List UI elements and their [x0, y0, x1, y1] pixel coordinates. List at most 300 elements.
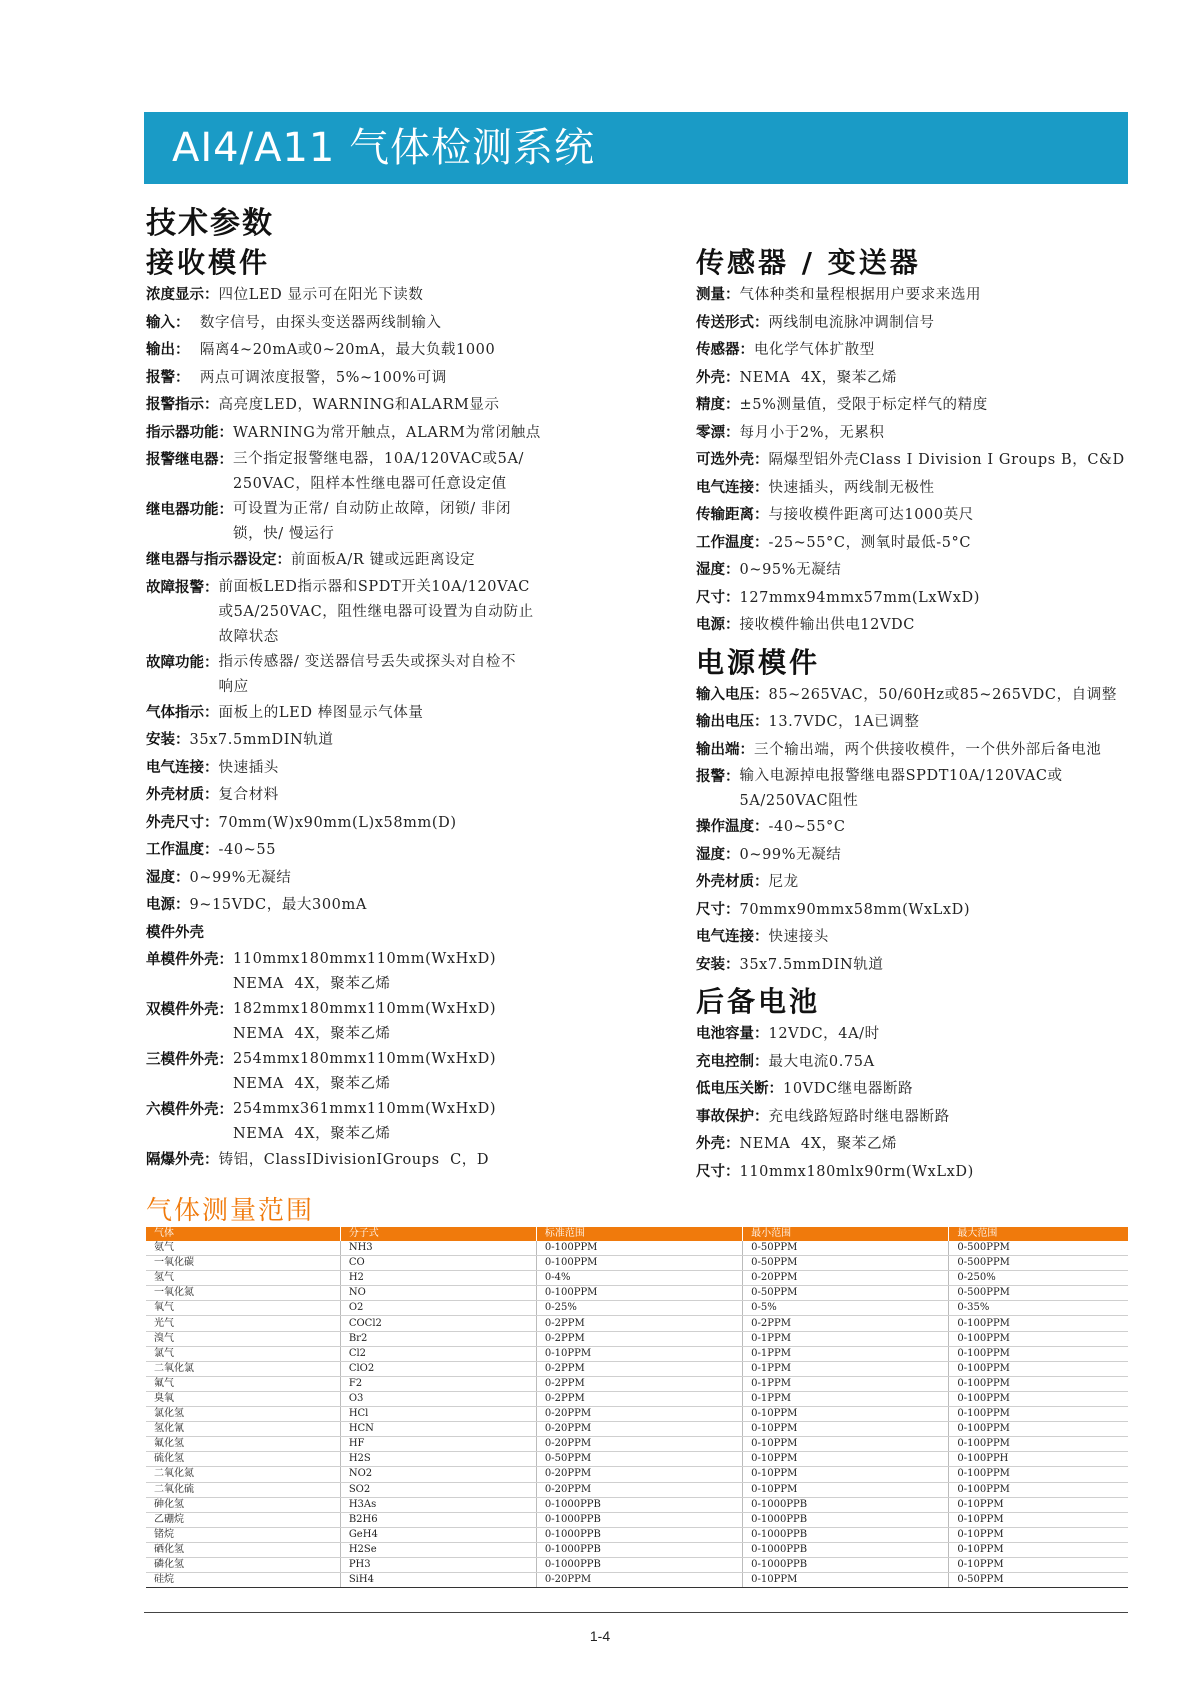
table-cell: NO: [340, 1286, 536, 1301]
spec-row: [146, 497, 676, 547]
spec-value: NEMA 4X，聚苯乙烯: [739, 369, 898, 386]
table-cell: ClO2: [340, 1361, 536, 1376]
page-title: AI4/A11 气体检测系统: [144, 112, 1128, 184]
spec-value: 13.7VDC，1A已调整: [768, 714, 920, 730]
table-cell: 一氧化碳: [146, 1256, 340, 1271]
spec-value: 数字信号，由探头变送器两线制输入: [189, 314, 442, 331]
table-cell: 0-20PPM: [536, 1437, 742, 1452]
table-row: [146, 1256, 1128, 1271]
table-cell: 0-100PPM: [949, 1437, 1128, 1452]
spec-value: 气体种类和量程根据用户要求来选用: [739, 287, 982, 303]
spec-label: 工作温度：: [696, 534, 769, 551]
table-cell: 氢化氰: [146, 1422, 340, 1437]
table-cell: 0-100PPM: [949, 1407, 1128, 1422]
spec-row: [696, 612, 1196, 640]
spec-row: [146, 310, 676, 338]
spec-row: [146, 1097, 676, 1147]
spec-value: 指示传感器/ 变送器信号丢失或探头对自检不 响应: [218, 653, 517, 695]
spec-row: [146, 547, 676, 575]
table-cell: 锗烷: [146, 1527, 340, 1542]
spec-row: [696, 1021, 1196, 1049]
spec-value: 四位LED 显示可在阳光下读数: [218, 287, 424, 303]
table-row: [146, 1376, 1128, 1391]
spec-label: 可选外壳：: [696, 452, 769, 468]
spec-value: 70mmx90mmx58mm(WxLxD): [739, 901, 971, 918]
spec-row: [146, 337, 676, 365]
table-cell: B2H6: [340, 1512, 536, 1527]
table-cell: 0-50PPM: [743, 1241, 949, 1256]
table-header-cell: 标准范围: [536, 1227, 742, 1241]
table-cell: 乙硼烷: [146, 1512, 340, 1527]
spec-label: 外壳材质：: [146, 787, 219, 803]
table-row: [146, 1301, 1128, 1316]
spec-row: [146, 865, 676, 893]
table-cell: 0-100PPM: [949, 1346, 1128, 1361]
spec-value: 面板上的LED 棒图显示气体量: [218, 704, 424, 721]
table-cell: 0-25%: [536, 1301, 742, 1316]
table-row: [146, 1271, 1128, 1286]
spec-row: [696, 814, 1196, 842]
spec-row: [696, 1131, 1196, 1159]
spec-value: 快速插头: [218, 759, 279, 776]
spec-label: 电池容量：: [696, 1026, 769, 1042]
spec-label: 湿度：: [146, 869, 190, 886]
spec-row: [146, 947, 676, 997]
receiver-module-title: 接收模件: [146, 246, 271, 279]
spec-row: [146, 420, 676, 448]
power-module-title: 电源模件: [696, 645, 821, 679]
table-cell: 氯气: [146, 1346, 340, 1361]
spec-value: 0~95%无凝结: [739, 562, 842, 578]
spec-label: 精度：: [696, 397, 740, 413]
table-header-row: [146, 1227, 1128, 1241]
battery-spec-list: [696, 1021, 1196, 1186]
spec-row: [146, 727, 676, 755]
power-spec-list: [696, 682, 1196, 980]
table-cell: 砷化氢: [146, 1497, 340, 1512]
spec-label: 报警指示：: [146, 397, 219, 413]
table-cell: 0-10PPM: [743, 1482, 949, 1497]
table-header-cell: 最大范围: [949, 1227, 1128, 1241]
spec-row: [696, 365, 1196, 393]
spec-row: [146, 755, 676, 783]
table-row: [146, 1527, 1128, 1542]
spec-row: [146, 1147, 676, 1175]
spec-value: 铸铝，ClassIDivisionIGroups C，D: [218, 1152, 490, 1168]
table-cell: 0-10PPM: [743, 1452, 949, 1467]
spec-label: 操作温度：: [696, 819, 769, 835]
table-cell: 0-250%: [949, 1271, 1128, 1286]
table-cell: 0-1000PPB: [536, 1542, 742, 1557]
table-cell: 0-20PPM: [536, 1573, 742, 1588]
table-row: [146, 1391, 1128, 1406]
spec-value: 三个输出端，两个供接收模件，一个供外部后备电池: [754, 741, 1102, 758]
table-cell: GeH4: [340, 1527, 536, 1542]
section-heading-tech-params: 技术参数: [146, 206, 274, 241]
spec-value: 隔离4~20mA或0~20mA，最大负载1000: [189, 342, 496, 358]
table-cell: 0-20PPM: [536, 1407, 742, 1422]
table-cell: 0-10PPM: [536, 1346, 742, 1361]
spec-value: ±5%测量值，受限于标定样气的精度: [739, 397, 988, 413]
gas-range-table: [146, 1227, 1128, 1588]
spec-row: [696, 709, 1196, 737]
spec-value: 110mmx180mmx110mm(WxHxD) NEMA 4X，聚苯乙烯: [233, 951, 497, 992]
spec-label: 输入：: [146, 314, 190, 331]
spec-value: 最大电流0.75A: [768, 1053, 875, 1070]
spec-label: 故障报警：: [146, 579, 219, 596]
spec-label: 输入电压：: [696, 686, 769, 703]
spec-row: [696, 337, 1196, 365]
spec-label: 双模件外壳：: [146, 1002, 233, 1018]
spec-label: 浓度显示：: [146, 287, 219, 303]
table-row: [146, 1316, 1128, 1331]
table-row: [146, 1573, 1128, 1588]
table-cell: PH3: [340, 1557, 536, 1572]
spec-value: 9~15VDC，最大300mA: [189, 897, 367, 913]
spec-value: -40~55°C: [768, 819, 846, 835]
spec-label: 隔爆外壳：: [146, 1152, 219, 1168]
table-cell: NH3: [340, 1241, 536, 1256]
spec-row: [146, 920, 676, 948]
table-cell: NO2: [340, 1467, 536, 1482]
table-cell: 0-100PPM: [949, 1391, 1128, 1406]
spec-label: 传感器：: [696, 342, 754, 358]
table-row: [146, 1286, 1128, 1301]
spec-value: 与接收模件距离可达1000英尺: [768, 507, 974, 523]
table-cell: 0-100PPM: [949, 1376, 1128, 1391]
spec-row: [696, 682, 1196, 710]
spec-label: 外壳：: [696, 1136, 740, 1152]
spec-label: 安装：: [146, 732, 190, 748]
table-row: [146, 1467, 1128, 1482]
spec-value: WARNING为常开触点，ALARM为常闭触点: [233, 424, 541, 441]
spec-label: 电源：: [696, 617, 740, 633]
spec-value: 尼龙: [768, 874, 799, 890]
table-cell: CO: [340, 1256, 536, 1271]
spec-value: 每月小于2%，无累积: [739, 424, 885, 441]
spec-row: [146, 365, 676, 393]
table-cell: 0-2PPM: [536, 1331, 742, 1346]
table-cell: 0-1PPM: [743, 1376, 949, 1391]
table-header-cell: 最小范围: [743, 1227, 949, 1241]
spec-label: 尺寸：: [696, 589, 740, 606]
spec-label: 电气连接：: [696, 479, 769, 496]
table-cell: 0-50PPM: [743, 1256, 949, 1271]
spec-value: 前面板A/R 键或远距离设定: [291, 552, 476, 568]
table-cell: 0-1PPM: [743, 1346, 949, 1361]
table-row: [146, 1407, 1128, 1422]
table-cell: 0-1000PPB: [743, 1497, 949, 1512]
table-cell: 臭氧: [146, 1391, 340, 1406]
table-cell: 0-10PPM: [743, 1407, 949, 1422]
table-cell: 0-50PPM: [536, 1452, 742, 1467]
table-cell: 0-50PPM: [743, 1286, 949, 1301]
spec-row: [696, 842, 1196, 870]
spec-value: 输入电源掉电报警继电器SPDT10A/120VAC或 5A/250VAC阻性: [739, 768, 1063, 809]
table-cell: 0-20PPM: [536, 1467, 742, 1482]
spec-value: 35x7.5mmDIN轨道: [739, 956, 884, 973]
table-cell: 0-1PPM: [743, 1391, 949, 1406]
table-cell: 氧气: [146, 1301, 340, 1316]
table-cell: 溴气: [146, 1331, 340, 1346]
spec-value: 两线制电流脉冲调制信号: [768, 314, 935, 331]
table-cell: 0-1000PPB: [536, 1557, 742, 1572]
spec-value: 0~99%无凝结: [189, 869, 292, 886]
table-cell: 0-100PPH: [949, 1452, 1128, 1467]
table-cell: 0-5%: [743, 1301, 949, 1316]
spec-row: [146, 392, 676, 420]
table-cell: 氟化氢: [146, 1437, 340, 1452]
spec-label: 电气连接：: [696, 929, 769, 945]
spec-row: [696, 869, 1196, 897]
spec-label: 工作温度：: [146, 842, 219, 858]
table-cell: 0-10PPM: [949, 1512, 1128, 1527]
table-header-cell: 气体: [146, 1227, 340, 1241]
spec-row: [696, 924, 1196, 952]
spec-value: -40~55: [218, 842, 277, 858]
table-cell: 0-10PPM: [743, 1437, 949, 1452]
table-cell: SO2: [340, 1482, 536, 1497]
spec-row: [696, 447, 1196, 475]
spec-value: 12VDC，4A/时: [768, 1026, 880, 1042]
spec-row: [146, 575, 676, 650]
table-cell: 0-1PPM: [743, 1331, 949, 1346]
spec-value: 35x7.5mmDIN轨道: [189, 732, 334, 748]
spec-label: 继电器功能：: [146, 502, 233, 518]
table-cell: H2Se: [340, 1542, 536, 1557]
table-cell: 0-100PPM: [949, 1482, 1128, 1497]
table-cell: 0-10PPM: [743, 1467, 949, 1482]
table-cell: 0-1000PPB: [743, 1527, 949, 1542]
table-cell: 0-20PPM: [536, 1422, 742, 1437]
table-cell: 0-10PPM: [949, 1557, 1128, 1572]
table-cell: 0-10PPM: [949, 1527, 1128, 1542]
table-cell: 二氧化氯: [146, 1361, 340, 1376]
table-header-cell: 分子式: [340, 1227, 536, 1241]
spec-value: 两点可调浓度报警，5%~100%可调: [189, 369, 447, 386]
table-cell: 0-20PPM: [743, 1271, 949, 1286]
spec-label: 模件外壳: [146, 924, 204, 941]
spec-label: 尺寸：: [696, 901, 740, 918]
spec-value: 70mm(W)x90mm(L)x58mm(D): [218, 814, 457, 831]
spec-row: [696, 475, 1196, 503]
spec-row: [696, 897, 1196, 925]
table-cell: 0-100PPM: [536, 1256, 742, 1271]
spec-value: 110mmx180mlx90rm(WxLxD): [739, 1163, 974, 1180]
table-cell: H3As: [340, 1497, 536, 1512]
table-cell: 0-1000PPB: [536, 1497, 742, 1512]
spec-label: 电气连接：: [146, 759, 219, 776]
table-cell: 硒化氢: [146, 1542, 340, 1557]
table-row: [146, 1542, 1128, 1557]
table-cell: O2: [340, 1301, 536, 1316]
table-cell: 0-2PPM: [743, 1316, 949, 1331]
spec-row: [146, 447, 676, 497]
spec-value: 快速插头，两线制无极性: [768, 479, 935, 496]
table-cell: 二氧化氮: [146, 1467, 340, 1482]
table-cell: 0-4%: [536, 1271, 742, 1286]
spec-value: 复合材料: [218, 787, 279, 803]
spec-label: 报警继电器：: [146, 452, 233, 468]
spec-row: [696, 310, 1196, 338]
table-cell: 0-1000PPB: [743, 1557, 949, 1572]
table-cell: 0-2PPM: [536, 1376, 742, 1391]
spec-row: [146, 650, 676, 700]
spec-value: 隔爆型铝外壳Class I Division I Groups B，C&D: [768, 452, 1125, 468]
table-cell: 0-100PPM: [949, 1331, 1128, 1346]
table-cell: COCl2: [340, 1316, 536, 1331]
spec-label: 输出：: [146, 342, 190, 358]
table-cell: 0-10PPM: [949, 1497, 1128, 1512]
spec-row: [146, 1047, 676, 1097]
table-cell: 0-100PPM: [949, 1361, 1128, 1376]
table-cell: Br2: [340, 1331, 536, 1346]
table-row: [146, 1557, 1128, 1572]
table-cell: 0-500PPM: [949, 1286, 1128, 1301]
spec-row: [146, 282, 676, 310]
spec-row: [146, 892, 676, 920]
table-row: [146, 1346, 1128, 1361]
spec-row: [696, 952, 1196, 980]
spec-label: 指示器功能：: [146, 424, 233, 441]
table-row: [146, 1437, 1128, 1452]
footer-divider: [144, 1612, 1128, 1613]
spec-label: 报警：: [146, 369, 190, 386]
spec-label: 零漂：: [696, 424, 740, 441]
gas-range-title: 气体测量范围: [146, 1196, 315, 1226]
right-column: [696, 244, 1196, 1186]
spec-row: [696, 737, 1196, 765]
spec-row: [146, 810, 676, 838]
table-cell: 0-2PPM: [536, 1316, 742, 1331]
table-cell: F2: [340, 1376, 536, 1391]
spec-label: 外壳：: [696, 369, 740, 386]
spec-row: [696, 1049, 1196, 1077]
table-row: [146, 1331, 1128, 1346]
spec-value: 254mmx180mmx110mm(WxHxD) NEMA 4X，聚苯乙烯: [233, 1051, 497, 1092]
spec-label: 外壳尺寸：: [146, 814, 219, 831]
table-row: [146, 1482, 1128, 1497]
spec-value: 三个指定报警继电器，10A/120VAC或5A/ 250VAC，阻样本性继电器可任意设定值: [233, 451, 525, 492]
table-cell: SiH4: [340, 1573, 536, 1588]
spec-value: 254mmx361mmx110mm(WxHxD) NEMA 4X，聚苯乙烯: [233, 1101, 497, 1142]
table-row: [146, 1241, 1128, 1256]
spec-row: [696, 420, 1196, 448]
table-cell: 0-20PPM: [536, 1482, 742, 1497]
spec-label: 充电控制：: [696, 1053, 769, 1070]
spec-value: 充电线路短路时继电器断路: [768, 1108, 950, 1125]
backup-battery-title: 后备电池: [696, 985, 821, 1018]
table-cell: HF: [340, 1437, 536, 1452]
spec-label: 输出端：: [696, 741, 754, 758]
spec-value: 电化学气体扩散型: [754, 342, 875, 358]
table-row: [146, 1452, 1128, 1467]
spec-value: 127mmx94mmx57mm(LxWxD): [739, 589, 980, 606]
spec-value: 10VDC继电器断路: [783, 1081, 914, 1097]
spec-label: 低电压关断：: [696, 1081, 783, 1097]
sensor-spec-list: [696, 282, 1196, 640]
table-cell: 0-1000PPB: [536, 1512, 742, 1527]
spec-label: 电源：: [146, 897, 190, 913]
table-cell: 0-50PPM: [949, 1573, 1128, 1588]
table-cell: 0-100PPM: [536, 1241, 742, 1256]
table-cell: 0-100PPM: [949, 1467, 1128, 1482]
spec-row: [696, 530, 1196, 558]
spec-value: 85~265VAC，50/60Hz或85~265VDC，自调整: [768, 686, 1117, 703]
table-row: [146, 1422, 1128, 1437]
spec-row: [696, 585, 1196, 613]
table-cell: O3: [340, 1391, 536, 1406]
page-number: 1-4: [589, 1628, 611, 1644]
spec-value: NEMA 4X，聚苯乙烯: [739, 1136, 898, 1152]
table-row: [146, 1361, 1128, 1376]
table-cell: 0-1000PPB: [743, 1512, 949, 1527]
spec-value: -25~55°C，测氧时最低-5°C: [768, 534, 972, 551]
spec-label: 三模件外壳：: [146, 1052, 233, 1068]
table-cell: H2S: [340, 1452, 536, 1467]
spec-value: 可设置为正常/ 自动防止故障，闭锁/ 非闭 锁，快/ 慢运行: [233, 501, 512, 542]
table-cell: 光气: [146, 1316, 340, 1331]
table-cell: 0-1000PPB: [743, 1542, 949, 1557]
spec-label: 安装：: [696, 956, 740, 973]
table-cell: 二氧化硫: [146, 1482, 340, 1497]
spec-row: [696, 1076, 1196, 1104]
table-cell: 0-10PPM: [949, 1542, 1128, 1557]
spec-label: 传输距离：: [696, 507, 769, 523]
table-cell: 一氧化氮: [146, 1286, 340, 1301]
spec-row: [696, 764, 1196, 814]
table-cell: 0-2PPM: [536, 1361, 742, 1376]
table-cell: 硅烷: [146, 1573, 340, 1588]
spec-label: 单模件外壳：: [146, 952, 233, 968]
spec-label: 尺寸：: [696, 1163, 740, 1180]
table-cell: HCN: [340, 1422, 536, 1437]
table-body: [146, 1241, 1128, 1588]
table-cell: 磷化氢: [146, 1557, 340, 1572]
table-cell: 氯化氢: [146, 1407, 340, 1422]
table-cell: 0-100PPM: [949, 1316, 1128, 1331]
table-cell: 0-100PPM: [536, 1286, 742, 1301]
spec-value: 182mmx180mmx110mm(WxHxD) NEMA 4X，聚苯乙烯: [233, 1001, 497, 1042]
spec-value: 高亮度LED，WARNING和ALARM显示: [218, 397, 500, 413]
spec-row: [146, 997, 676, 1047]
spec-value: 前面板LED指示器和SPDT开关10A/120VAC 或5A/250VAC，阻性继电器可设置为自动防止 故障状态: [218, 578, 534, 645]
spec-row: [696, 282, 1196, 310]
spec-label: 湿度：: [696, 846, 740, 863]
spec-label: 气体指示：: [146, 704, 219, 721]
spec-row: [696, 502, 1196, 530]
spec-label: 故障功能：: [146, 654, 219, 671]
receiver-spec-list: [146, 282, 676, 1175]
sensor-transmitter-title: 传感器 / 变送器: [696, 246, 921, 279]
spec-row: [696, 392, 1196, 420]
table-cell: 0-2PPM: [536, 1391, 742, 1406]
spec-label: 事故保护：: [696, 1108, 769, 1125]
spec-value: [204, 920, 676, 948]
spec-label: 继电器与指示器设定：: [146, 552, 291, 568]
table-cell: 硫化氢: [146, 1452, 340, 1467]
table-cell: Cl2: [340, 1346, 536, 1361]
table-cell: 氨气: [146, 1241, 340, 1256]
spec-label: 传送形式：: [696, 314, 769, 331]
table-cell: 氟气: [146, 1376, 340, 1391]
spec-row: [696, 1104, 1196, 1132]
table-cell: 0-35%: [949, 1301, 1128, 1316]
table-cell: H2: [340, 1271, 536, 1286]
spec-row: [146, 837, 676, 865]
left-column: [146, 244, 676, 1175]
spec-value: 0~99%无凝结: [739, 846, 842, 863]
